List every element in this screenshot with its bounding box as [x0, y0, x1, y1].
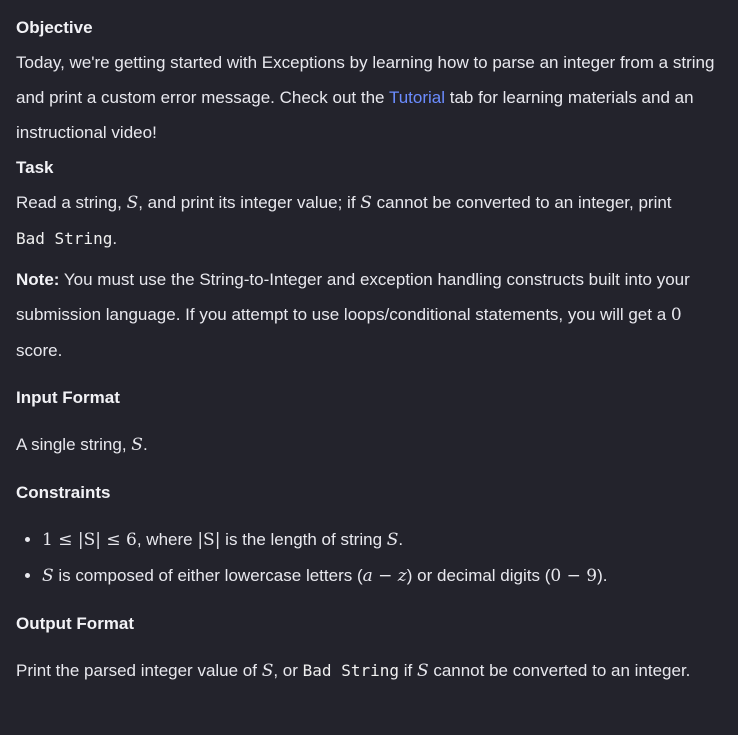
note-label: Note:: [16, 270, 60, 289]
objective-text: Today, we're getting started with Exceptions by learning how to parse an integer from a string and print a custom error message. Check out the Tutorial tab for learning materials and an instructional video!: [16, 53, 715, 142]
bad-string-code: Bad String: [16, 229, 113, 248]
task-heading: Task: [16, 158, 54, 177]
note-text: Note: You must use the String-to-Integer and exception handling constructs built into your submission language. If you attempt to use loops/conditional statements, you will get a 0 score.: [16, 270, 690, 360]
output-format-heading: Output Format: [16, 614, 135, 633]
output-format-text: Print the parsed integer value of S, or Bad String if S cannot be converted to an integer.: [16, 661, 691, 681]
input-format-heading: Input Format: [16, 388, 120, 407]
input-format-text: A single string, S.: [16, 435, 148, 455]
constraint-item-chars: • S is composed of either lowercase letters (a − z) or decimal digits (0 − 9).: [42, 558, 722, 594]
tutorial-link[interactable]: Tutorial: [388, 88, 445, 107]
task-text: Read a string, S, and print its integer value; if S cannot be converted to an integer, print Bad String.: [16, 193, 672, 248]
bad-string-code-output: Bad String: [302, 661, 399, 680]
problem-statement: [16, 10, 722, 689]
constraints-heading: Constraints: [16, 483, 111, 502]
objective-heading: Objective: [16, 18, 93, 37]
constraints-list: [16, 522, 722, 594]
constraint-item-length: • 1 ≤ |S| ≤ 6, where |S| is the length of string S.: [42, 522, 722, 558]
